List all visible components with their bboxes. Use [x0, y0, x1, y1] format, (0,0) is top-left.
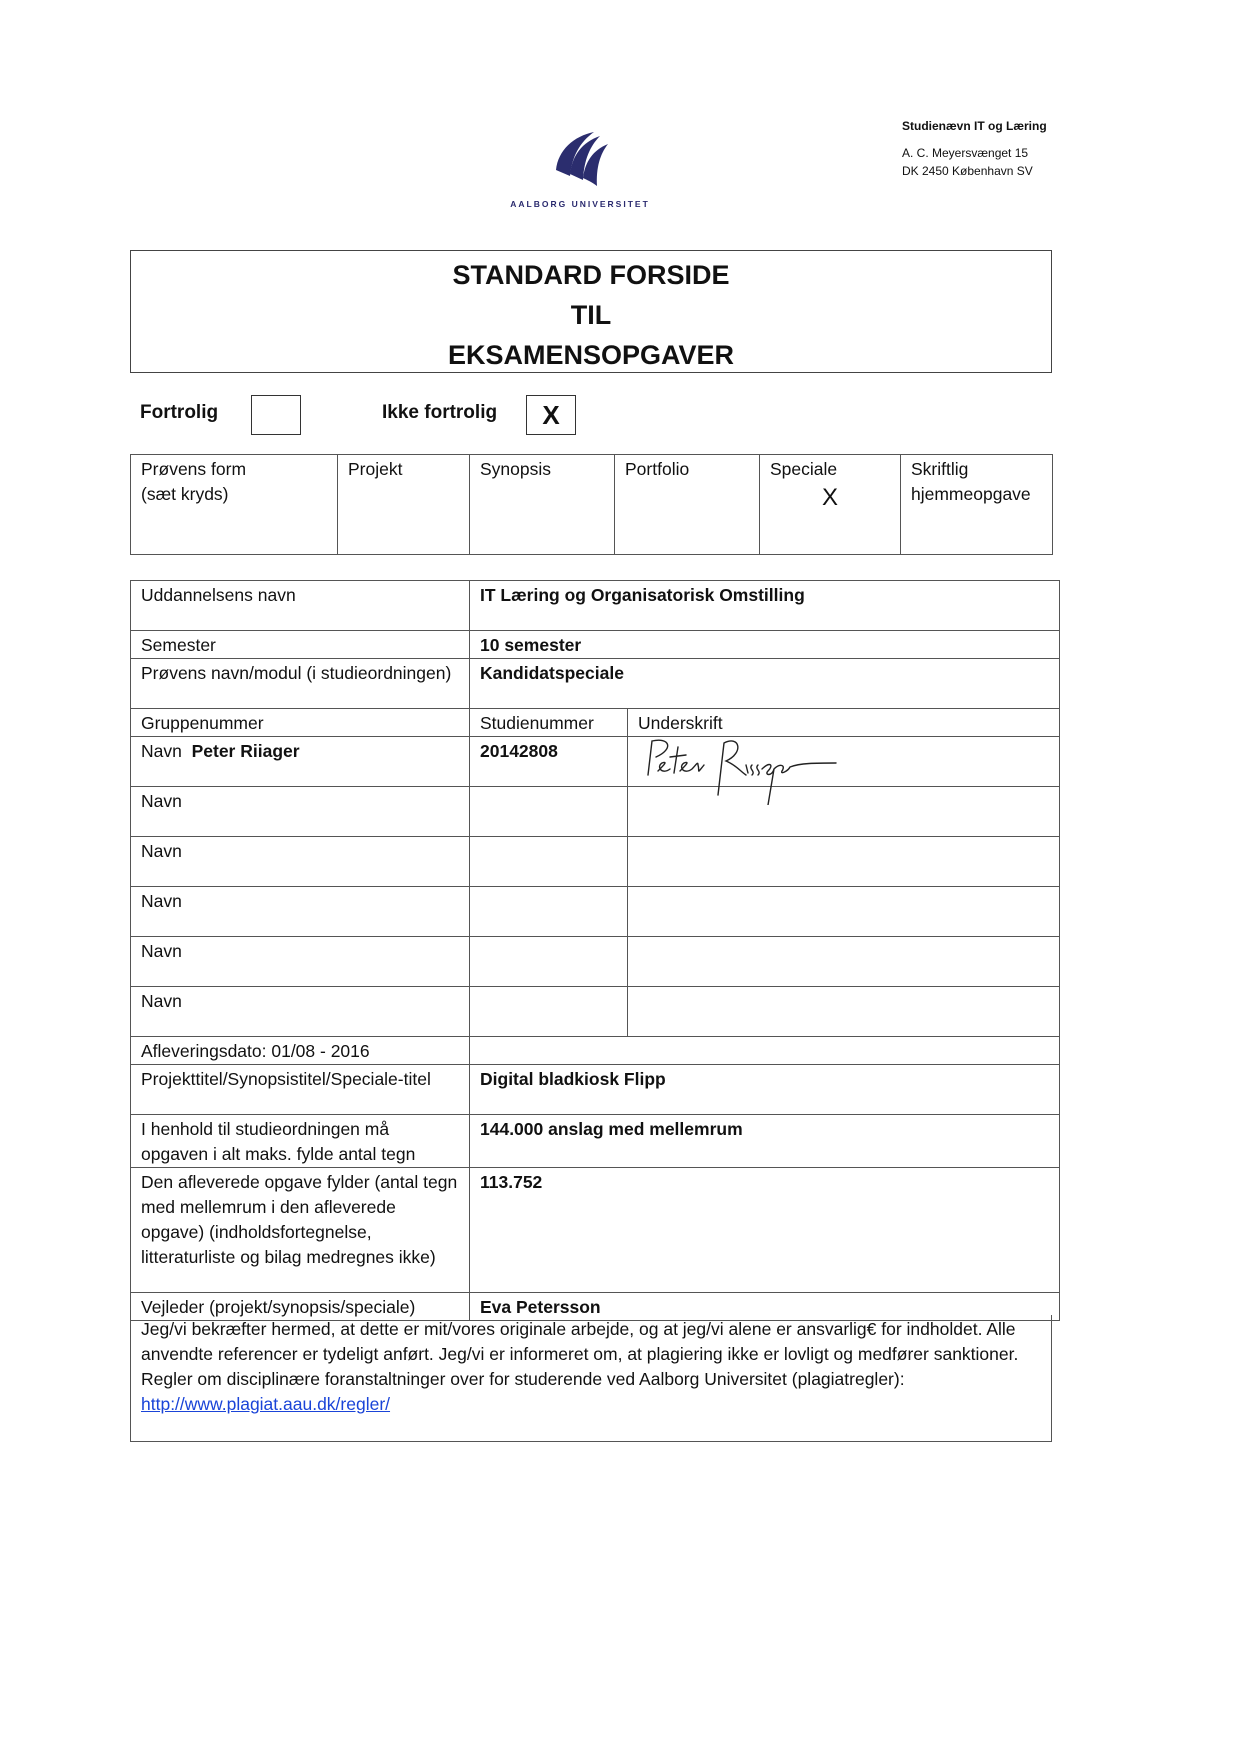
- student-number-cell[interactable]: [470, 887, 628, 937]
- department-name: Studienævn IT og Læring: [902, 119, 1047, 133]
- group-number-label: Gruppenummer: [131, 709, 470, 737]
- module-value[interactable]: Kandidatspeciale: [470, 659, 1060, 709]
- exam-form-label-cell: [131, 455, 338, 555]
- signature-cell[interactable]: [628, 937, 1060, 987]
- student-name: Peter Riiager: [191, 741, 300, 761]
- semester-value[interactable]: 10 semester: [470, 631, 1060, 659]
- option-label: Skriftlig: [911, 459, 969, 479]
- student-number-cell[interactable]: [470, 987, 628, 1037]
- option-label: Synopsis: [480, 459, 552, 479]
- address-line-2: DK 2450 København SV: [902, 164, 1033, 178]
- not-confidential-label: Ikke fortrolig: [382, 402, 498, 423]
- student-name-cell[interactable]: [131, 737, 470, 787]
- student-number[interactable]: 20142808: [470, 737, 628, 787]
- declaration-text: Jeg/vi bekræfter hermed, at dette er mit/vores originale arbejde, og at jeg/vi alene er ansvarlig€ for indholdet. Alle anvendte referencer er tydeligt anført. Jeg/vi er informeret om, at plagiering ikke er lovligt og medfører sanktioner. Regler om disciplinære foranstaltninger over for studerende ved Aalborg Universitet (plagiatregler):: [141, 1319, 1019, 1389]
- supervisor-label: Vejleder (projekt/synopsis/speciale): [131, 1293, 470, 1321]
- confidential-label: Fortrolig: [140, 402, 219, 423]
- university-name: AALBORG UNIVERSITET: [510, 199, 650, 209]
- exam-form-label: Prøvens form: [141, 459, 247, 479]
- module-label: Prøvens navn/modul (i studieordningen): [131, 659, 470, 709]
- title-line-2: TIL: [570, 300, 612, 330]
- exam-form-option-speciale[interactable]: [760, 455, 901, 555]
- declaration-box: [130, 1315, 1052, 1442]
- max-chars-label: I henhold til studieordningen må opgaven i alt maks. fylde antal tegn: [131, 1115, 470, 1168]
- exam-form-option-skriftlig[interactable]: [901, 455, 1053, 555]
- name-label: Navn: [131, 887, 470, 937]
- education-label: Uddannelsens navn: [131, 581, 470, 631]
- signature-cell[interactable]: [628, 837, 1060, 887]
- name-label: Navn: [131, 937, 470, 987]
- chars-label: Den afleverede opgave fylder (antal tegn med mellemrum i den afleverede opgave) (indholdsfortegnelse, litteraturliste og bilag medregnes ikke): [131, 1168, 470, 1293]
- chars-value[interactable]: 113.752: [470, 1168, 1060, 1293]
- exam-form-option-projekt[interactable]: [338, 455, 470, 555]
- semester-label: Semester: [131, 631, 470, 659]
- education-value[interactable]: IT Læring og Organisatorisk Omstilling: [470, 581, 1060, 631]
- title-label: Projekttitel/Synopsistitel/Speciale-titel: [131, 1065, 470, 1115]
- address-line-1: A. C. Meyersvænget 15: [902, 146, 1029, 160]
- name-label: Navn: [131, 837, 470, 887]
- option-label: Projekt: [348, 459, 403, 479]
- option-label: Speciale: [770, 459, 838, 479]
- title-value[interactable]: Digital bladkiosk Flipp: [470, 1065, 1060, 1115]
- student-number-cell[interactable]: [470, 787, 628, 837]
- student-number-header: Studienummer: [470, 709, 628, 737]
- exam-form-option-portfolio[interactable]: [615, 455, 760, 555]
- plagiarism-rules-link[interactable]: http://www.plagiat.aau.dk/regler/: [141, 1394, 391, 1414]
- exam-info-table: [130, 580, 1060, 1321]
- not-confidential-checkbox[interactable]: X: [526, 395, 576, 435]
- student-number-cell[interactable]: [470, 837, 628, 887]
- option-mark: X: [821, 484, 838, 511]
- name-label: Navn: [131, 987, 470, 1037]
- option-label: Portfolio: [625, 459, 690, 479]
- option-label-2: hjemmeopgave: [911, 484, 1031, 504]
- title-box: [130, 250, 1052, 373]
- name-label: Navn: [141, 741, 182, 761]
- student-number-cell[interactable]: [470, 937, 628, 987]
- delivery-date-value[interactable]: [470, 1037, 1060, 1065]
- exam-form-option-synopsis[interactable]: [470, 455, 615, 555]
- signature-cell[interactable]: [628, 987, 1060, 1037]
- confidential-checkbox[interactable]: [251, 395, 301, 435]
- title-line-1: STANDARD FORSIDE: [452, 260, 730, 290]
- exam-form-table: [130, 454, 1053, 555]
- name-label: Navn: [131, 787, 470, 837]
- supervisor-value[interactable]: Eva Petersson: [470, 1293, 1060, 1321]
- max-chars-value[interactable]: 144.000 anslag med mellemrum: [470, 1115, 1060, 1168]
- exam-form-hint: (sæt kryds): [141, 484, 229, 504]
- signature-header: Underskrift: [628, 709, 1060, 737]
- university-logo: [552, 130, 612, 188]
- handwritten-signature: [640, 735, 840, 805]
- title-line-3: EKSAMENSOPGAVER: [447, 340, 735, 370]
- delivery-date: Afleveringsdato: 01/08 - 2016: [131, 1037, 470, 1065]
- signature-cell[interactable]: [628, 887, 1060, 937]
